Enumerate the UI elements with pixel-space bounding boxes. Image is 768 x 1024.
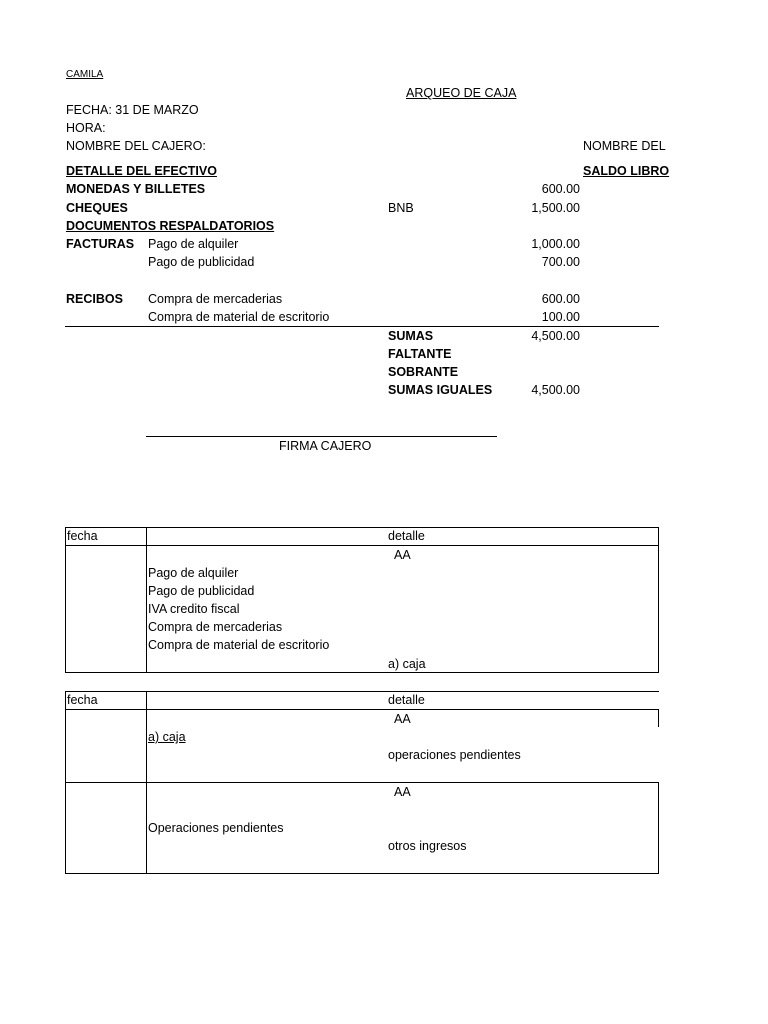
fecha-header: fecha <box>67 693 98 707</box>
journal-credit: a) caja <box>388 657 426 671</box>
aa-label: AA <box>394 548 411 562</box>
sumas-iguales-amount: 4,500.00 <box>531 383 580 397</box>
sumas-amount: 4,500.00 <box>531 329 580 343</box>
journal-line: Pago de alquiler <box>148 566 239 580</box>
cheques-label: CHEQUES <box>66 201 128 215</box>
saldo-libro-heading: SALDO LIBRO <box>583 164 670 178</box>
sumas-label: SUMAS <box>388 329 434 343</box>
journal-table-2-bottom <box>65 873 659 874</box>
fecha-label: FECHA: 31 DE MARZO <box>66 103 199 117</box>
nombre-del-label: NOMBRE DEL <box>583 139 666 153</box>
faltante-label: FALTANTE <box>388 347 452 361</box>
recibos-label: RECIBOS <box>66 292 123 306</box>
journal-debit: Operaciones pendientes <box>148 821 284 835</box>
author-name: CAMILA <box>66 69 104 80</box>
sumas-iguales-label: SUMAS IGUALES <box>388 383 493 397</box>
sobrante-label: SOBRANTE <box>388 365 459 379</box>
journal-line: IVA credito fiscal <box>148 602 240 616</box>
detalle-efectivo-heading: DETALLE DEL EFECTIVO <box>66 164 217 178</box>
aa-label: AA <box>394 712 411 726</box>
recibo-desc: Compra de material de escritorio <box>148 310 330 324</box>
journal-line: Compra de mercaderias <box>148 620 283 634</box>
journal-credit: otros ingresos <box>388 839 467 853</box>
journal-table-2-header-divider <box>65 709 659 710</box>
journal-table-1-header-divider <box>65 545 659 546</box>
journal-credit: operaciones pendientes <box>388 748 521 762</box>
factura-amount: 700.00 <box>541 255 580 269</box>
firma-cajero-label: FIRMA CAJERO <box>279 439 372 453</box>
monedas-label: MONEDAS Y BILLETES <box>66 182 206 196</box>
page-title: ARQUEO DE CAJA <box>406 86 517 100</box>
factura-desc: Pago de alquiler <box>148 237 239 251</box>
journal-table-2-top <box>65 691 659 692</box>
detalle-header: detalle <box>388 693 425 707</box>
factura-amount: 1,000.00 <box>531 237 580 251</box>
journal-line: Pago de publicidad <box>148 584 255 598</box>
journal-debit: a) caja <box>148 730 186 744</box>
facturas-label: FACTURAS <box>66 237 135 251</box>
recibo-desc: Compra de mercaderias <box>148 292 283 306</box>
fecha-header: fecha <box>67 529 98 543</box>
cheques-bank: BNB <box>388 201 414 215</box>
journal-table-2-entry-divider <box>65 782 659 783</box>
journal-line: Compra de material de escritorio <box>148 638 330 652</box>
cheques-amount: 1,500.00 <box>531 201 580 215</box>
cajero-label: NOMBRE DEL CAJERO: <box>66 139 206 153</box>
factura-desc: Pago de publicidad <box>148 255 255 269</box>
recibo-amount: 600.00 <box>541 292 580 306</box>
aa-label: AA <box>394 785 411 799</box>
monedas-amount: 600.00 <box>541 182 580 196</box>
journal-table-1-column-divider <box>146 527 147 673</box>
hora-label: HORA: <box>66 121 106 135</box>
journal-table-2-right <box>658 782 659 874</box>
recibo-amount: 100.00 <box>541 310 580 324</box>
journal-table-2-right-partial <box>658 709 659 727</box>
documentos-heading: DOCUMENTOS RESPALDATORIOS <box>66 219 275 233</box>
detalle-header: detalle <box>388 529 425 543</box>
